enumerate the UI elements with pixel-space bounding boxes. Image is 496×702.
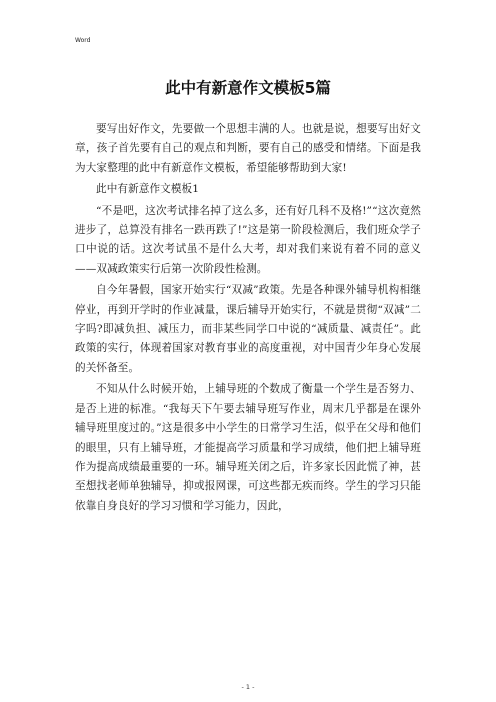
paragraph-exam: “不是吧，这次考试排名掉了这么多，还有好几科不及格!”“这次竟然进步了，总算没有排名一跌再跌了!”这是第一阶段检测后，我们班众学子口中说的话。这次考试虽不是什么大考，却对我们来说有着不同的意义——双减政策实行后第一次阶段性检测。 (75, 204, 421, 275)
header-label: Word (75, 37, 91, 44)
page-number: - 1 - (241, 683, 255, 691)
document-title: 此中有新意作文模板5篇 (165, 79, 331, 97)
paragraph-subheading: 此中有新意作文模板1 (96, 183, 200, 196)
paragraph-tutoring: 不知从什么时候开始，上辅导班的个数成了衡量一个学生是否努力、是否上进的标准。“我每天下午要去辅导班写作业，周末几乎都是在课外辅导班里度过的。”这是很多中小学生的日常学习生活，似乎在父母和他们的眼里，只有上辅导班，才能提高学习质量和学习成绩，他们把上辅导班作为提高成绩最重要的一环。辅导班关闭之后，许多家长因此慌了神，甚至想找老师单独辅导，抑或报网课，可这些都无疾而终。学生的学习只能依靠自身良好的学习习惯和学习能力，因此， (75, 383, 421, 512)
paragraph-intro: 要写出好作文，先要做一个思想丰满的人。也就是说，想要写出好文章，孩子首先要有自己的观点和判断，要有自己的感受和情绪。下面是我为大家整理的此中有新意作文模板，希望能够帮助到大家! (75, 123, 421, 174)
paragraph-policy: 自今年暑假，国家开始实行“双减”政策。先是各种课外辅导机构相继停业，再到开学时的作业减量，课后辅导开始实行，不就是贯彻“双减”二字吗?即减负担、减压力，而非某些同学口中说的“减质量、减责任”。此政策的实行，体现着国家对教育事业的高度重视，对中国青少年身心发展的关怀备至。 (75, 284, 421, 374)
document-body (75, 120, 421, 518)
